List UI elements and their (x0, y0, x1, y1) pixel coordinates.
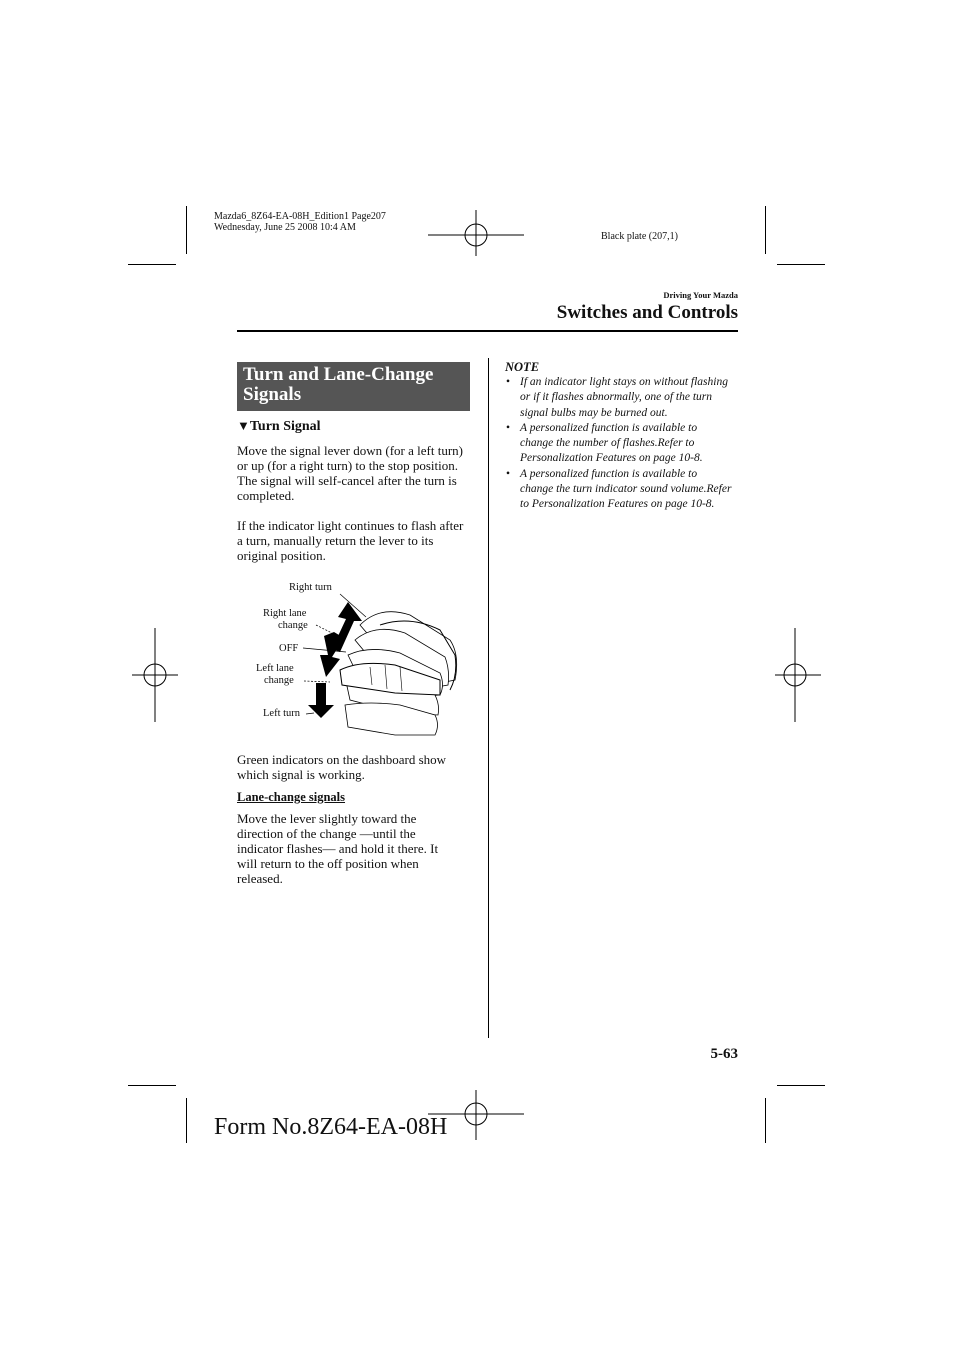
chapter-title: Driving Your Mazda (663, 290, 738, 300)
bullet-icon: • (506, 421, 511, 434)
column-divider (488, 358, 489, 1038)
label-off: OFF (279, 643, 299, 654)
label-right-lane-1: Right lane (263, 608, 307, 619)
label-right-turn: Right turn (289, 582, 332, 593)
registration-mark-right-icon (775, 628, 821, 722)
registration-mark-left-icon (132, 628, 178, 722)
form-number: Form No.8Z64-EA-08H (214, 1114, 448, 1140)
list-item: • A personalized function is available to change the number of flashes.Refer to Personalization Features on page 10-8. (506, 421, 703, 465)
section-heading-line1: Turn and Lane-Change (243, 364, 434, 385)
heading-lane-change: Lane-change signals (237, 790, 346, 804)
registration-mark-top-icon (428, 210, 524, 256)
section-title: Switches and Controls (556, 302, 738, 323)
triangle-down-icon: ▼ (237, 418, 250, 433)
section-heading-box (237, 362, 470, 411)
label-right-lane-2: change (278, 620, 308, 631)
section-heading-line2: Signals (243, 384, 302, 405)
paragraph-indicator-light: If the indicator light continues to flash after a turn, manually return the lever to its original position. (237, 518, 464, 563)
print-file-line: Mazda6_8Z64-EA-08H_Edition1 Page207 (214, 211, 386, 222)
paragraph-turn-signal: Move the signal lever down (for a left turn) or up (for a right turn) to the stop position. The signal will self-cancel after the turn is completed. (237, 443, 463, 503)
label-left-lane-1: Left lane (256, 663, 294, 674)
list-item: • A personalized function is available to change the turn indicator sound volume.Refer to Personalization Features on page 10-8. (506, 467, 732, 511)
label-left-turn: Left turn (263, 708, 301, 719)
bullet-icon: • (506, 376, 511, 388)
print-plate: Black plate (207,1) (601, 231, 678, 242)
print-date-line: Wednesday, June 25 2008 10:4 AM (214, 222, 356, 233)
list-item: • If an indicator light stays on without flashing or if it flashes abnormally, one of the turn signal bulbs may be burned out. (506, 376, 728, 419)
bullet-icon: • (506, 467, 511, 480)
lever-illustration (300, 585, 465, 740)
paragraph-lane-change: Move the lever slightly toward the direction of the change ―until the indicator flashes― and hold it there. It will return to the off position when released. (237, 811, 439, 886)
note-title: NOTE (505, 360, 540, 374)
header-rule (237, 330, 738, 332)
label-left-lane-2: change (264, 675, 294, 686)
note-list (505, 375, 732, 513)
paragraph-green-indicators: Green indicators on the dashboard show which signal is working. (237, 752, 447, 782)
subheading-turn-signal: ▼Turn Signal (237, 418, 321, 434)
page-number: 5-63 (710, 1046, 738, 1062)
